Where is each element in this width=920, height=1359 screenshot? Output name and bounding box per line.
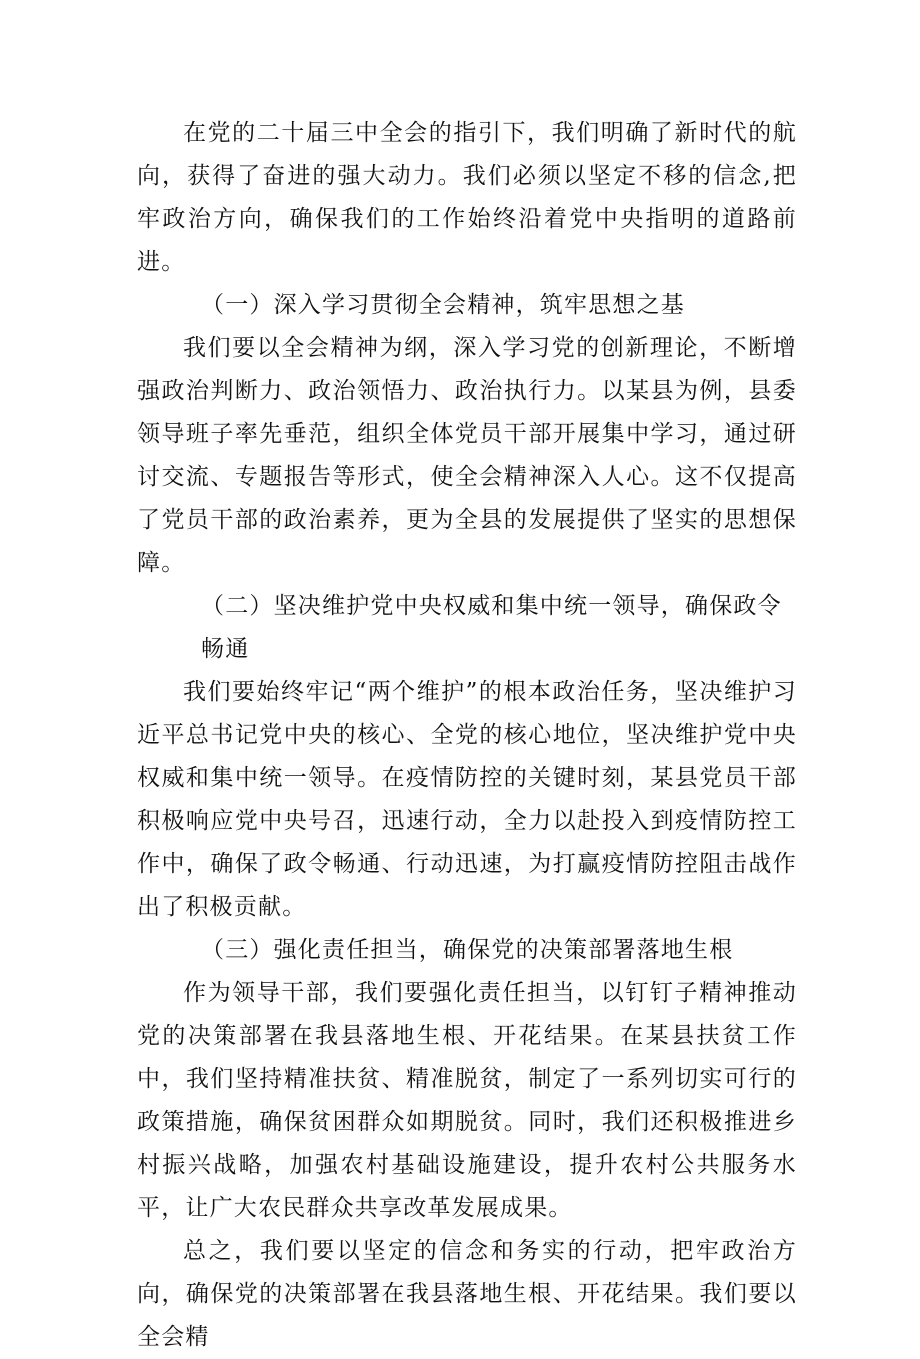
section-1-heading: （一）深入学习贯彻全会精神，筑牢思想之基 [201,292,685,318]
section-1-paragraph: 我们要以全会精神为纲，深入学习党的创新理论，不断增强政治判断力、政治领悟力、政治执行力。以某县为例，县委领导班子率先垂范，组织全体党员干部开展集中学习，通过研讨交流、专题报告等形式，使全会精神深入人心。这不仅提高了党员干部的政治素养，更为全县的发展提供了坚实的思想保障。 [137,335,797,576]
document-body [137,112,797,1359]
section-2-heading: （二）坚决维护党中央权威和集中统一领导，确保政令畅通 [201,593,782,662]
section-3-paragraph: 作为领导干部，我们要强化责任担当，以钉钉子精神推动党的决策部署在我县落地生根、开花结果。在某县扶贫工作中，我们坚持精准扶贫、精准脱贫，制定了一系列切实可行的政策措施，确保贫困群众如期脱贫。同时，我们还积极推进乡村振兴战略，加强农村基础设施建设，提升农村公共服务水平，让广大农民群众共享改革发展成果。 [137,980,797,1221]
section-2-paragraph: 我们要始终牢记“两个维护”的根本政治任务，坚决维护习近平总书记党中央的核心、全党的核心地位，坚决维护党中央权威和集中统一领导。在疫情防控的关键时刻，某县党员干部积极响应党中央号召，迅速行动，全力以赴投入到疫情防控工作中，确保了政令畅通、行动迅速，为打赢疫情防控阻击战作出了积极贡献。 [137,679,797,920]
section-3-heading: （三）强化责任担当，确保党的决策部署落地生根 [201,937,734,963]
conclusion-paragraph: 总之，我们要以坚定的信念和务实的行动，把牢政治方向，确保党的决策部署在我县落地生根、开花结果。我们要以全会精 [137,1238,797,1350]
intro-paragraph: 在党的二十届三中全会的指引下，我们明确了新时代的航向，获得了奋进的强大动力。我们必须以坚定不移的信念,把牢政治方向，确保我们的工作始终沿着党中央指明的道路前进。 [137,120,797,275]
